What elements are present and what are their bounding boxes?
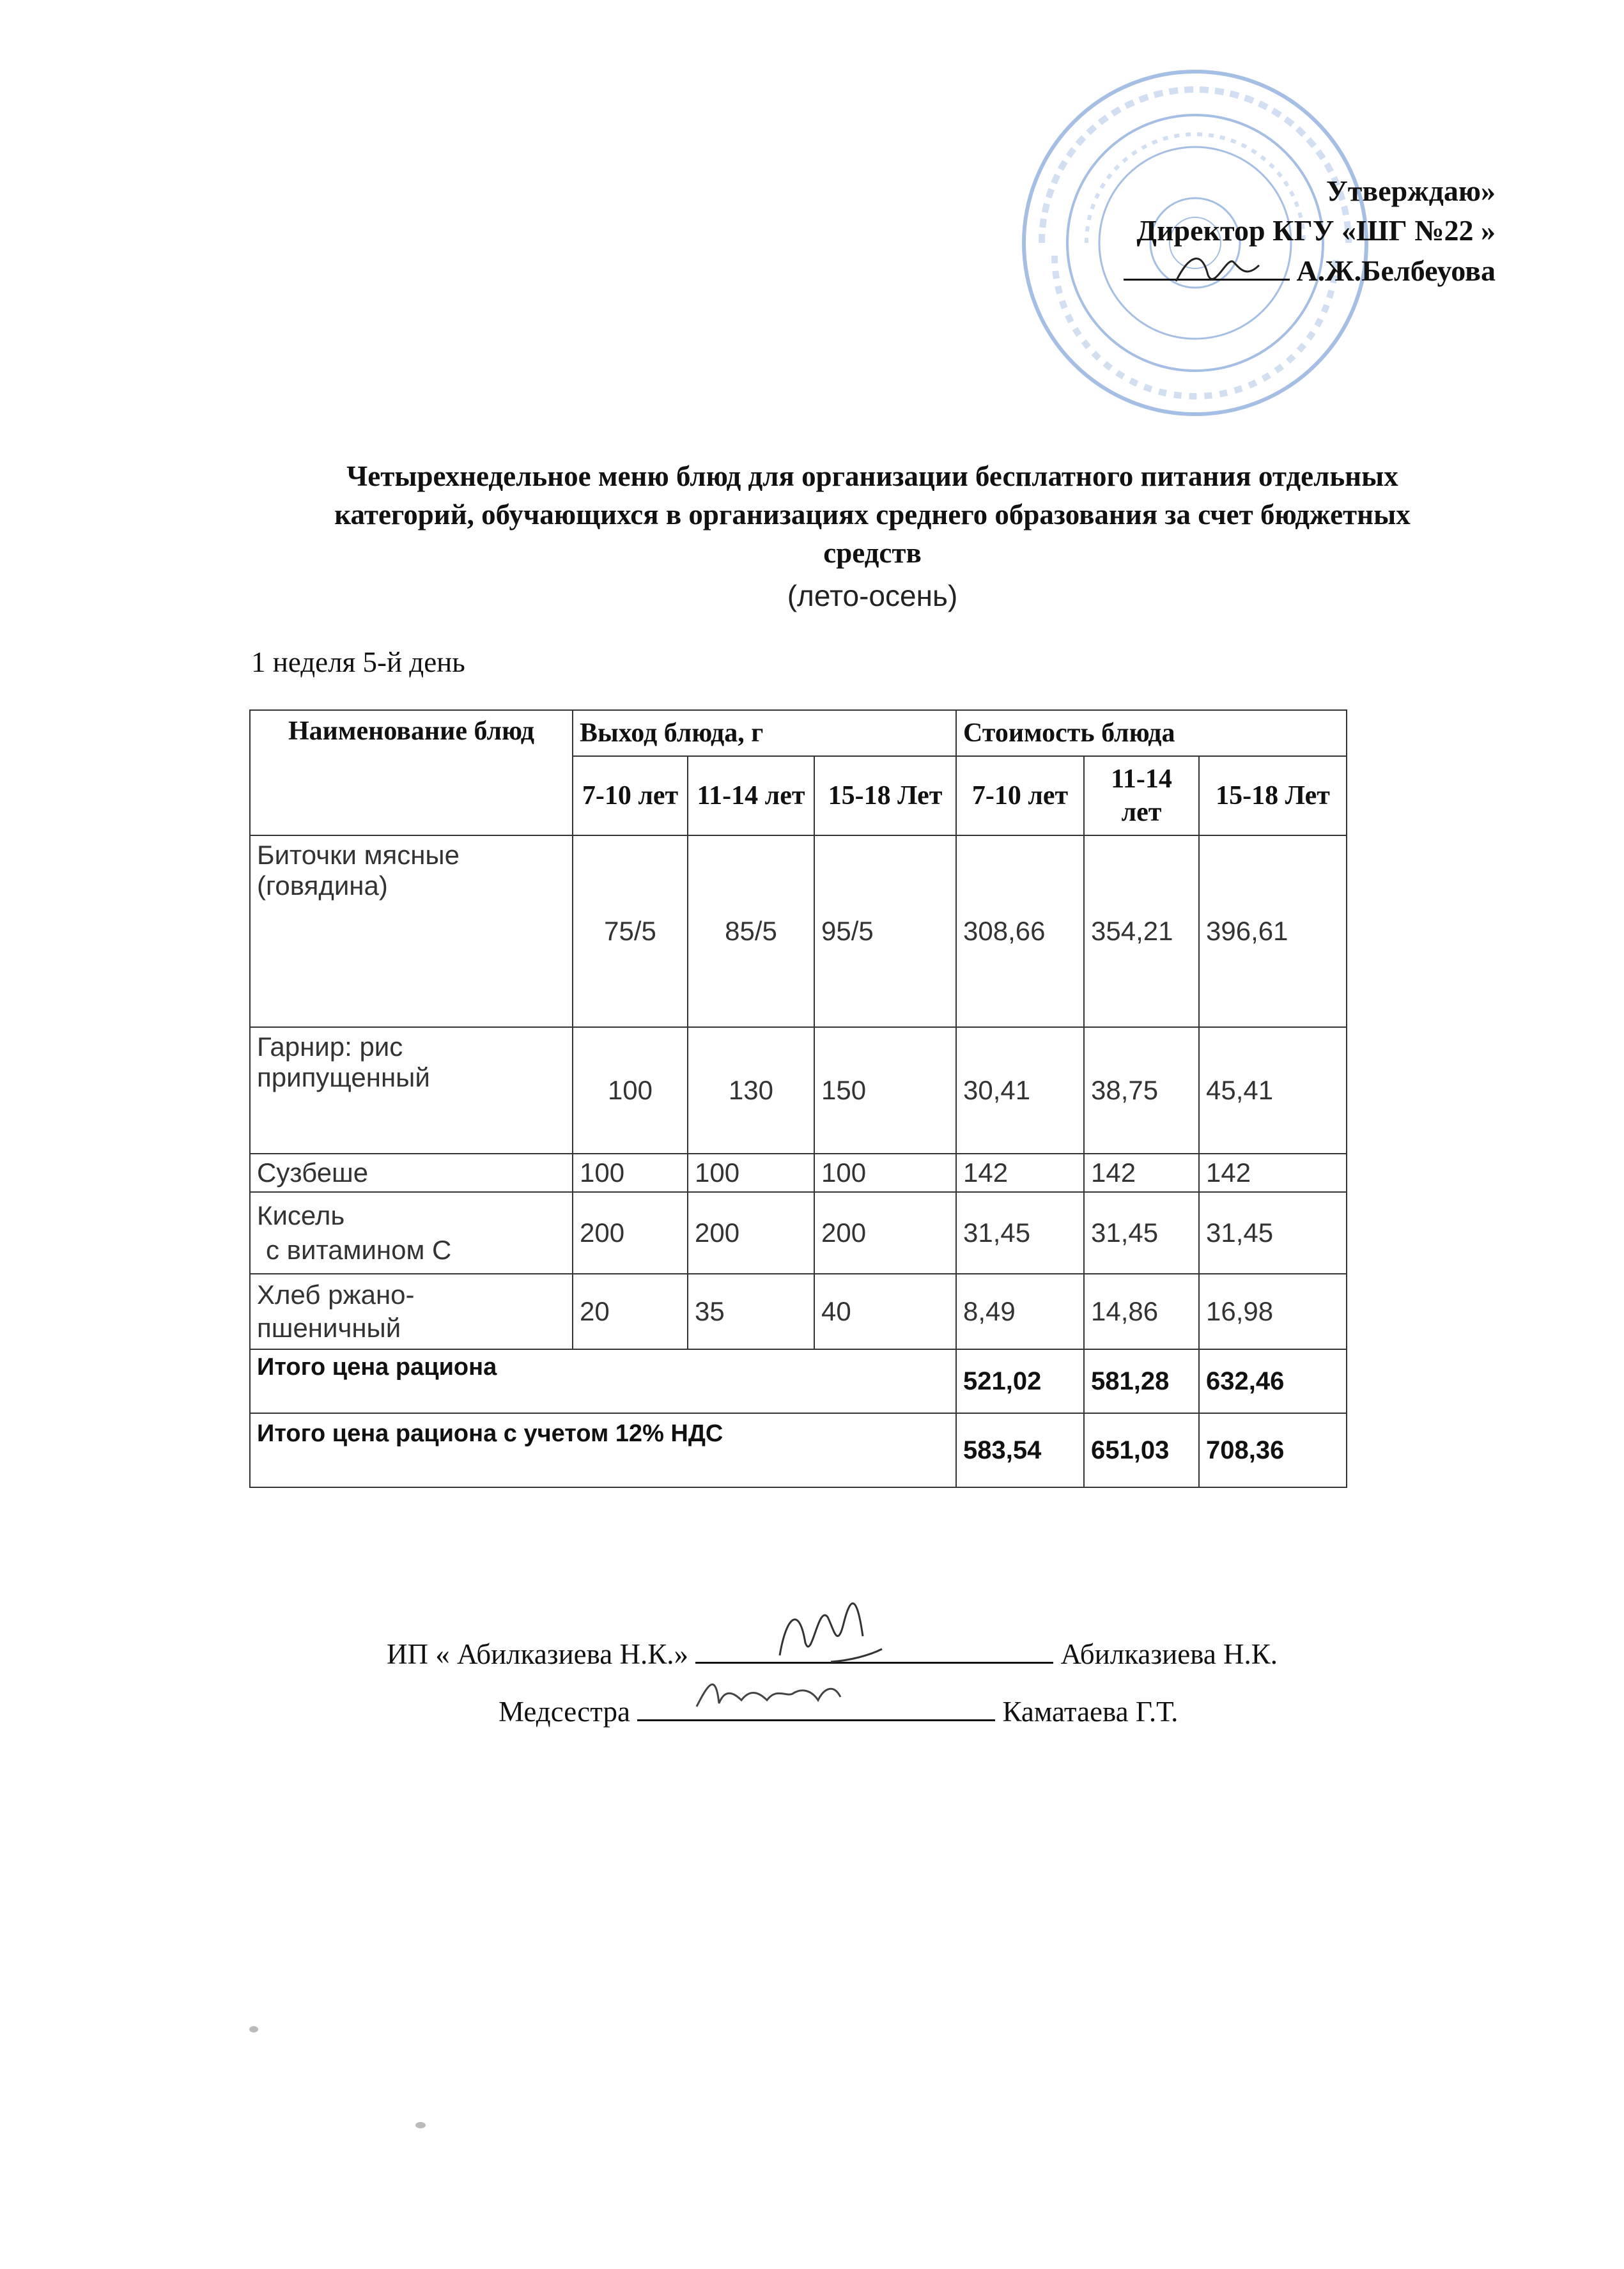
cost-15-18: 45,41 [1199, 1027, 1347, 1154]
title-line-3: средств [823, 537, 922, 569]
header-age-11-14-yield: 11-14 лет [688, 756, 814, 835]
total-row [250, 1349, 1347, 1413]
cost-15-18: 142 [1199, 1154, 1347, 1192]
total-vat-row [250, 1413, 1347, 1487]
yield-15-18: 150 [814, 1027, 956, 1154]
total-vat-15-18: 708,36 [1199, 1413, 1347, 1487]
dish-name-line-1: Кисель [257, 1200, 345, 1230]
dish-name: Биточки мясные (говядина) [250, 835, 573, 1027]
header-age-15-18-yield: 15-18 Лет [814, 756, 956, 835]
cost-11-14: 142 [1084, 1154, 1199, 1192]
cost-11-14: 31,45 [1084, 1192, 1199, 1274]
yield-7-10: 100 [573, 1154, 688, 1192]
nurse-name: Каматаева Г.Т. [1002, 1696, 1179, 1728]
header-cost: Стоимость блюда [956, 710, 1347, 756]
ip-label: ИП « Абилказиева Н.К.» [387, 1638, 689, 1670]
yield-11-14: 130 [688, 1027, 814, 1154]
yield-15-18: 100 [814, 1154, 956, 1192]
yield-15-18: 200 [814, 1192, 956, 1274]
yield-7-10: 100 [573, 1027, 688, 1154]
director-signature [1170, 243, 1265, 294]
yield-7-10: 75/5 [573, 835, 688, 1027]
season-label: (лето-осень) [787, 579, 958, 612]
header-age-7-10-yield: 7-10 лет [573, 756, 688, 835]
yield-15-18: 40 [814, 1274, 956, 1349]
yield-15-18: 95/5 [814, 835, 956, 1027]
cost-11-14: 354,21 [1084, 835, 1199, 1027]
yield-11-14: 35 [688, 1274, 814, 1349]
dish-name-line-1: Хлеб ржано- [257, 1280, 415, 1310]
title-line-1: Четырехнедельное меню блюд для организации бесплатного питания отдельных [346, 460, 1398, 492]
yield-11-14: 100 [688, 1154, 814, 1192]
table-row [250, 1274, 1347, 1349]
total-label: Итого цена рациона [250, 1349, 956, 1413]
cost-11-14: 38,75 [1084, 1027, 1199, 1154]
nurse-signature [690, 1668, 844, 1719]
table-row [250, 1192, 1347, 1274]
header-age-11-14-cost: 11-14 лет [1084, 756, 1199, 835]
header-age-15-18-cost: 15-18 Лет [1199, 756, 1347, 835]
yield-11-14: 85/5 [688, 835, 814, 1027]
approval-line-2: Директор КГУ «ШГ №22 » [1136, 214, 1496, 247]
cost-15-18: 31,45 [1199, 1192, 1347, 1274]
scan-speck [415, 2122, 426, 2128]
cost-15-18: 16,98 [1199, 1274, 1347, 1349]
ip-name: Абилказиева Н.К. [1060, 1638, 1278, 1670]
nurse-label: Медсестра [499, 1696, 630, 1728]
title-line-2: категорий, обучающихся в организациях среднего образования за счет бюджетных [334, 499, 1411, 530]
table-row [250, 1027, 1347, 1154]
cost-7-10: 308,66 [956, 835, 1084, 1027]
total-7-10: 521,02 [956, 1349, 1084, 1413]
ip-signature [767, 1579, 888, 1675]
header-dish-name: Наименование блюд [250, 710, 573, 835]
total-vat-label: Итого цена рациона с учетом 12% НДС [250, 1413, 956, 1487]
dish-name-line-2: с витамином С [266, 1235, 452, 1265]
total-vat-11-14: 651,03 [1084, 1413, 1199, 1487]
table-row [250, 835, 1347, 1027]
scan-speck [249, 2026, 258, 2033]
cost-11-14: 14,86 [1084, 1274, 1199, 1349]
cost-7-10: 142 [956, 1154, 1084, 1192]
header-yield: Выход блюда, г [573, 710, 956, 756]
document-title [243, 457, 1502, 572]
dish-name: Гарнир: рис припущенный [250, 1027, 573, 1154]
cost-15-18: 396,61 [1199, 835, 1347, 1027]
total-11-14: 581,28 [1084, 1349, 1199, 1413]
total-vat-7-10: 583,54 [956, 1413, 1084, 1487]
header-age-7-10-cost: 7-10 лет [956, 756, 1084, 835]
total-15-18: 632,46 [1199, 1349, 1347, 1413]
approval-line-1: Утверждаю» [1326, 174, 1496, 207]
director-name: А.Ж.Белбеуова [1296, 254, 1496, 287]
dish-name [250, 1192, 573, 1274]
table-row [250, 1154, 1347, 1192]
menu-table [249, 709, 1347, 1488]
day-label: 1 неделя 5-й день [251, 646, 465, 678]
cost-7-10: 31,45 [956, 1192, 1084, 1274]
table-header-row-1 [250, 710, 1347, 756]
yield-7-10: 20 [573, 1274, 688, 1349]
yield-11-14: 200 [688, 1192, 814, 1274]
cost-7-10: 8,49 [956, 1274, 1084, 1349]
dish-name-line-2: пшеничный [257, 1313, 401, 1343]
cost-7-10: 30,41 [956, 1027, 1084, 1154]
dish-name: Сузбеше [250, 1154, 573, 1192]
dish-name [250, 1274, 573, 1349]
yield-7-10: 200 [573, 1192, 688, 1274]
